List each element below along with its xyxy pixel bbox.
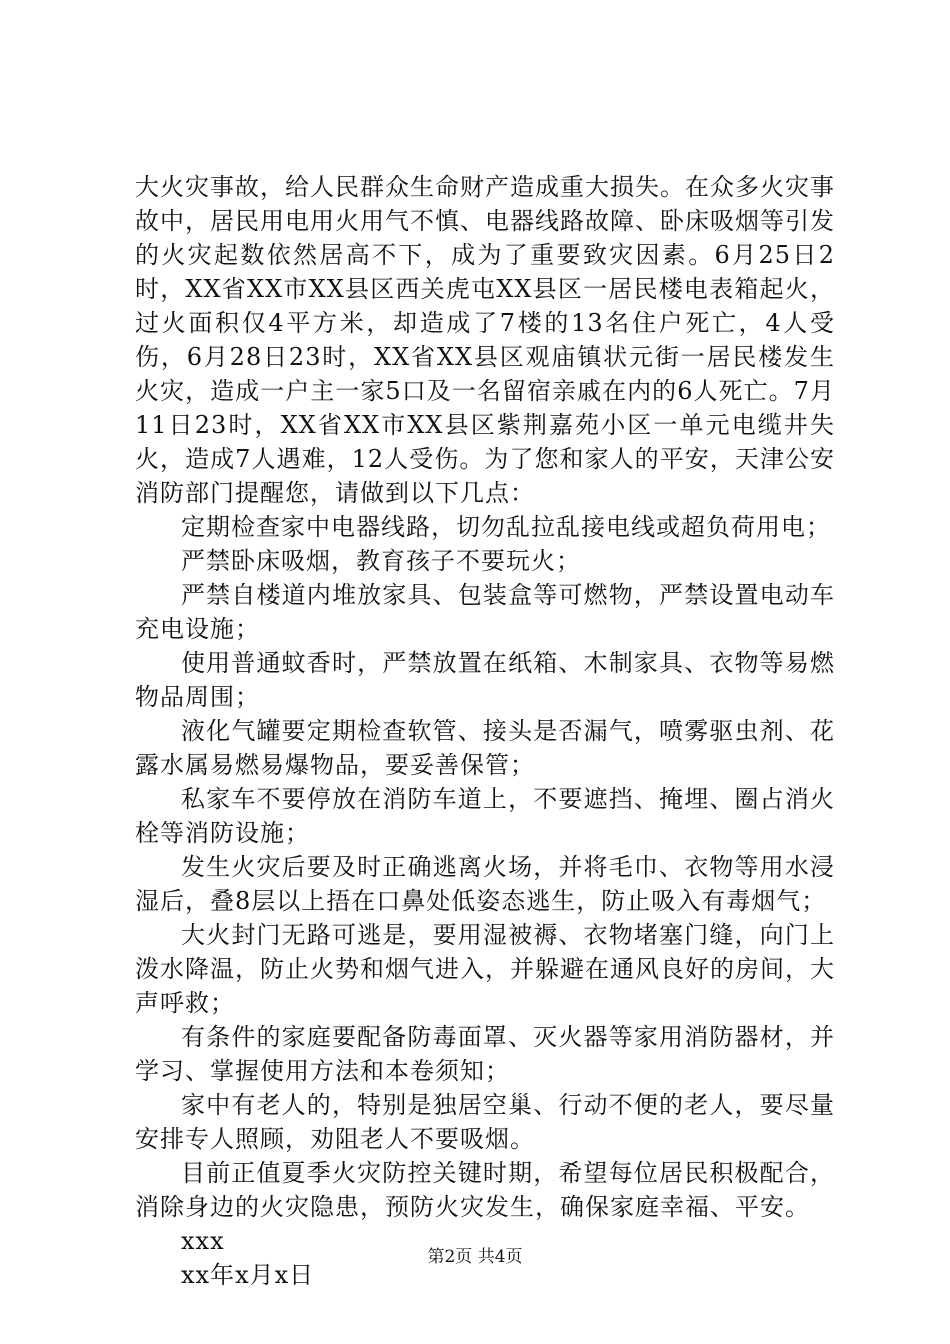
signature: xxx [181, 1227, 225, 1255]
tip-item-8: 大火封门无路可逃是，要用湿被褥、衣物堵塞门缝，向门上泼水降温，防止火势和烟气进入，并躲避在通风良好的房间，大声呼救； [135, 921, 835, 1017]
tip-item-3: 严禁自楼道内堆放家具、包装盒等可燃物，严禁设置电动车充电设施； [135, 581, 835, 643]
tip-item-2: 严禁卧床吸烟，教育孩子不要玩火； [181, 547, 581, 575]
tip-item-9: 有条件的家庭要配备防毒面罩、灭火器等家用消防器材，并学习、掌握使用方法和本卷须知； [135, 1023, 835, 1085]
document-body [135, 170, 835, 1292]
tip-item-1: 定期检查家中电器线路，切勿乱拉乱接电线或超负荷用电； [181, 513, 831, 541]
date-line: xx年x月x日 [181, 1261, 315, 1289]
closing-paragraph: 目前正值夏季火灾防控关键时期，希望每位居民积极配合，消除身边的火灾隐患，预防火灾发生，确保家庭幸福、平安。 [135, 1159, 835, 1221]
tip-item-4: 使用普通蚊香时，严禁放置在纸箱、木制家具、衣物等易燃物品周围； [135, 649, 835, 711]
tip-item-6: 私家车不要停放在消防车道上，不要遮挡、掩埋、圈占消火栓等消防设施； [135, 785, 835, 847]
tip-item-7: 发生火灾后要及时正确逃离火场，并将毛巾、衣物等用水浸湿后，叠8层以上捂在口鼻处低姿态逃生，防止吸入有毒烟气； [135, 853, 835, 915]
tip-item-5: 液化气罐要定期检查软管、接头是否漏气，喷雾驱虫剂、花露水属易燃易爆物品，要妥善保管； [135, 717, 835, 779]
page-footer: 第2页 共4页 [427, 1247, 523, 1267]
intro-paragraph: 大火灾事故，给人民群众生命财产造成重大损失。在众多火灾事故中，居民用电用火用气不慎、电器线路故障、卧床吸烟等引发的火灾起数依然居高不下，成为了重要致灾因素。6月25日2时，XX省XX市XX县区西关虎屯XX县区一居民楼电表箱起火，过火面积仅4平方米，却造成了7楼的13名住户死亡，4人受伤，6月28日23时，XX省XX县区观庙镇状元街一居民楼发生火灾，造成一户主一家5口及一名留宿亲戚在内的6人死亡。7月11日23时，XX省XX市XX县区紫荆嘉苑小区一单元电缆井失火，造成7人遇难，12人受伤。为了您和家人的平安，天津公安消防部门提醒您，请做到以下几点： [135, 173, 835, 507]
tip-item-10: 家中有老人的，特别是独居空巢、行动不便的老人，要尽量安排专人照顾，劝阻老人不要吸烟。 [135, 1091, 835, 1153]
